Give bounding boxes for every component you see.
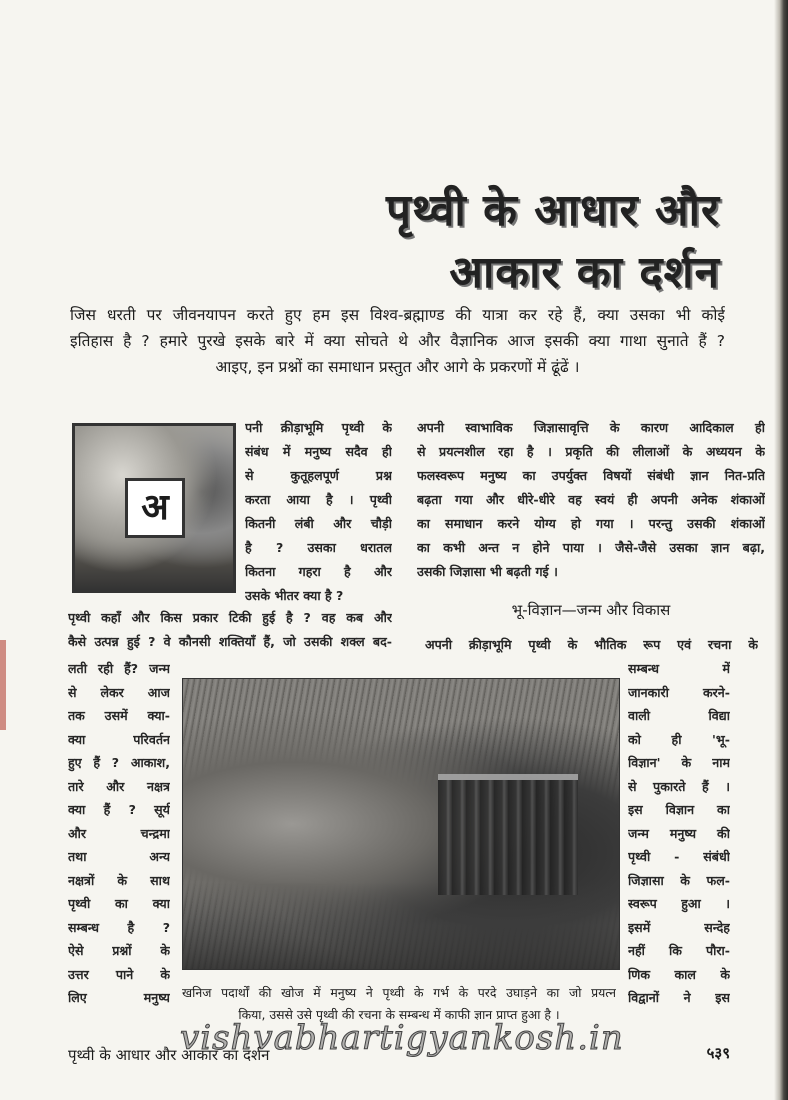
chapter-title-line-2: आकार का दर्शन	[449, 247, 720, 298]
text-line: क्या परिवर्तन	[68, 731, 170, 747]
text-line: जन्म मनुष्य की	[628, 825, 730, 841]
dropcap-illustration	[72, 423, 236, 593]
text-line: से पुकारते हैं ।	[628, 778, 730, 794]
text-line: अपनी क्रीड़ाभूमि पृथ्वी के भौतिक रूप एवं रचना के	[425, 637, 758, 652]
column-2-top-text	[417, 416, 765, 584]
page-edge-mark	[0, 640, 6, 730]
text-line: उसकी जिज्ञासा भी बढ़ती गई ।	[417, 564, 558, 579]
text-line: पनी क्रीड़ाभूमि पृथ्वी के	[245, 420, 392, 435]
text-line: किया, उससे उसे पृथ्वी की रचना के सम्बन्ध में काफी ज्ञान प्राप्त हुआ है ।	[238, 1007, 560, 1022]
text-line: णिक काल के	[628, 966, 730, 982]
text-line: तक उसमें क्या-	[68, 708, 170, 723]
text-line: है ? उसका धरातल	[245, 540, 392, 555]
text-line: उसके भीतर क्या है ?	[245, 588, 344, 603]
text-line: पृथ्वी का क्या	[68, 896, 170, 911]
text-line: को ही 'भू-	[628, 731, 730, 747]
text-line: संबंध में मनुष्य सदैव ही	[245, 444, 392, 459]
text-line: तथा अन्य	[68, 849, 170, 864]
chapter-title-line-1: पृथ्वी के आधार और	[385, 185, 720, 236]
text-line: अपनी स्वाभाविक जिज्ञासावृत्ति के कारण आदिकाल ही	[417, 420, 765, 435]
text-line: और चन्द्रमा	[68, 825, 170, 841]
text-line: का कभी अन्त न होने पाया । जैसे-जैसे उसका ज्ञान बढ़ा,	[417, 540, 765, 555]
section-subheading: भू-विज्ञान—जन्म और विकास	[511, 601, 671, 619]
text-line: विज्ञान' के नाम	[628, 755, 730, 770]
text-line: तारे और नक्षत्र	[68, 778, 170, 794]
text-line: से प्रयत्नशील रहा है । प्रकृति की लीलाओं के अध्ययन के	[417, 444, 765, 459]
running-footer-title: पृथ्वी के आधार और आकार का दर्शन	[68, 1046, 270, 1064]
text-line: का समाधान करने योग्य हो गया । परन्तु उसकी शंकाओं	[417, 516, 765, 531]
text-line: लिए मनुष्य	[68, 990, 170, 1005]
text-line: इतिहास है ? हमारे पुरखे इसके बारे में क्या सोचते थे और वैज्ञानिक आज इसकी क्या गाथा सुनाते हैं ?	[70, 332, 725, 350]
text-line: इसमें सन्देह	[628, 919, 730, 935]
page-number: ५३९	[706, 1044, 730, 1062]
text-line: विद्वानों ने इस	[628, 990, 730, 1005]
column-2-wide-text	[425, 633, 758, 657]
book-gutter-edge	[774, 0, 788, 1100]
text-line: सम्बन्ध है ?	[68, 919, 170, 935]
intro-paragraph	[70, 302, 725, 380]
text-line: जानकारी करने-	[628, 684, 730, 700]
text-line: हुए हैं ? आकाश,	[68, 755, 170, 770]
column-2-narrow-text	[628, 657, 730, 1010]
column-1-narrow-text	[68, 657, 170, 1010]
text-line: कैसे उत्पन्न हुई ? वे कौनसी शक्तियाँ हैं, जो उसकी शक्ल बद-	[68, 634, 392, 649]
text-line: क्या हैं ? सूर्य	[68, 802, 170, 817]
text-line: जिस धरती पर जीवनयापन करते हुए हम इस विश्व-ब्रह्माण्ड की यात्रा कर रहे हैं, क्या उसका भी कोई	[70, 306, 725, 324]
text-line: बढ़ता गया और धीरे-धीरे वह स्वयं ही अपनी अनेक शंकाओं	[417, 492, 765, 507]
text-line: वाली विद्या	[628, 708, 730, 723]
text-line: पृथ्वी कहाँ और किस प्रकार टिकी हुई है ? वह कब और	[68, 610, 392, 625]
text-line: सम्बन्ध में	[628, 661, 730, 676]
text-line: से कुतूहलपूर्ण प्रश्न	[245, 468, 392, 483]
text-line: इस विज्ञान का	[628, 802, 730, 817]
column-1-top-text	[245, 416, 392, 608]
mine-structure	[438, 774, 578, 895]
text-line: स्वरूप हुआ ।	[628, 896, 730, 911]
column-1-wide-text	[68, 606, 392, 654]
dropcap-letter: अ	[125, 478, 185, 538]
text-line: पृथ्वी - संबंधी	[628, 849, 730, 864]
text-line: नहीं कि पौरा-	[628, 943, 730, 958]
text-line: लती रही हैं? जन्म	[68, 661, 170, 676]
text-line: करता आया है । पृथ्वी	[245, 492, 392, 507]
text-line: उत्तर पाने के	[68, 966, 170, 982]
watermark: vishvabhartigyankosh.in	[180, 1018, 624, 1058]
text-line: से लेकर आज	[68, 684, 170, 700]
text-line: जिज्ञासा के फल-	[628, 872, 730, 888]
text-line: ऐसे प्रश्नों के	[68, 943, 170, 958]
text-line: आइए, इन प्रश्नों का समाधान प्रस्तुत और आगे के प्रकरणों में ढूंढें ।	[215, 358, 580, 376]
text-line: फलस्वरूप मनुष्य का उपर्युक्त विषयों संबंधी ज्ञान नित-प्रति	[417, 468, 765, 483]
text-line: खनिज पदार्थों की खोज में मनुष्य ने पृथ्वी के गर्भ के परदे उघाड़ने का जो प्रयत्न	[182, 985, 616, 1000]
mining-photograph	[182, 678, 620, 970]
text-line: कितनी लंबी और चौड़ी	[245, 516, 392, 531]
text-line: कितना गहरा है और	[245, 564, 392, 579]
text-line: नक्षत्रों के साथ	[68, 872, 170, 888]
